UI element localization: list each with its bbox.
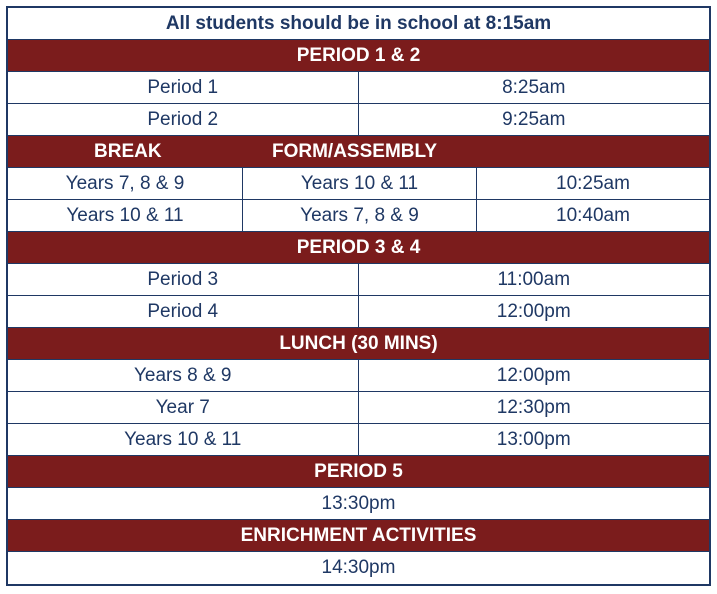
table-row (8, 72, 709, 104)
table-row (8, 488, 709, 520)
period-3-4-header: PERIOD 3 & 4 (296, 236, 421, 258)
period-1-2-header: PERIOD 1 & 2 (296, 44, 421, 66)
table-row (8, 424, 709, 456)
period-1-label: Period 1 (8, 72, 359, 103)
table-row (8, 264, 709, 296)
table-row (8, 168, 709, 200)
table-row (8, 552, 709, 583)
title-row (8, 8, 709, 40)
period-1-2-header-row (8, 40, 709, 72)
enrichment-time: 14:30pm (321, 556, 396, 578)
break-time-2: 10:40am (556, 204, 630, 226)
break-header-empty (477, 136, 709, 167)
period-2-time: 9:25am (502, 108, 566, 130)
enrichment-header-row (8, 520, 709, 552)
period-5-header: PERIOD 5 (314, 460, 403, 482)
period-4-label: Period 4 (8, 296, 359, 327)
lunch-group-2: Year 7 (8, 392, 359, 423)
break-group-1: Years 7, 8 & 9 (8, 168, 243, 199)
table-row (8, 296, 709, 328)
period-3-4-header-row (8, 232, 709, 264)
lunch-group-3: Years 10 & 11 (8, 424, 359, 455)
period-5-header-row (8, 456, 709, 488)
page-title: All students should be in school at 8:15am (165, 12, 552, 34)
lunch-group-1: Years 8 & 9 (8, 360, 359, 391)
break-time-1: 10:25am (556, 172, 630, 194)
break-header: BREAK (94, 140, 162, 162)
period-4-time: 12:00pm (496, 300, 571, 322)
break-header-row (8, 136, 709, 168)
form-assembly-header: FORM/ASSEMBLY (272, 140, 438, 162)
form-group-1: Years 10 & 11 (243, 168, 477, 199)
lunch-time-1: 12:00pm (496, 364, 571, 386)
table-row (8, 392, 709, 424)
period-3-time: 11:00am (497, 268, 571, 290)
table-row (8, 104, 709, 136)
period-5-time: 13:30pm (321, 492, 396, 514)
lunch-time-3: 13:00pm (496, 428, 571, 450)
period-1-time: 8:25am (502, 76, 566, 98)
table-row (8, 360, 709, 392)
enrichment-header: ENRICHMENT ACTIVITIES (240, 524, 477, 546)
lunch-time-2: 12:30pm (496, 396, 571, 418)
form-group-2: Years 7, 8 & 9 (243, 200, 477, 231)
schedule-table (6, 6, 711, 586)
break-group-2: Years 10 & 11 (8, 200, 243, 231)
lunch-header-row (8, 328, 709, 360)
table-row (8, 200, 709, 232)
period-2-label: Period 2 (8, 104, 359, 135)
lunch-header: LUNCH (30 MINS) (279, 332, 438, 354)
period-3-label: Period 3 (8, 264, 359, 295)
